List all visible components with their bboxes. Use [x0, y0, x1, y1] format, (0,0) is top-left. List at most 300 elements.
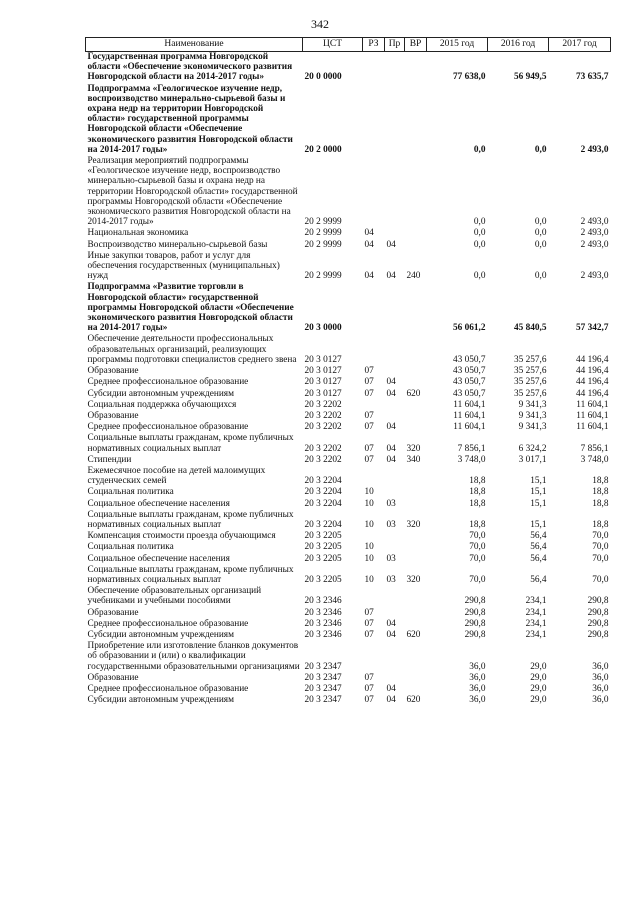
cell-name: Реализация мероприятий подпрограммы «Геологическое изучение недр, воспроизводство минерально-сырьевой базы и охрана недр на территории Новгородской области» государственной программы Новгородской области «Обеспечение экономического развития Новгородской области на 2014-2017 годы» — [87, 156, 298, 228]
cell-name: Образование — [87, 366, 139, 377]
cell-rz: 10 — [364, 553, 374, 564]
cell-vr — [405, 641, 427, 673]
cell-2017: 7 856,1 — [580, 443, 609, 454]
cell-cst: 20 3 2346 — [304, 596, 342, 607]
cell-name: Национальная экономика — [87, 228, 189, 239]
cell-2017: 36,0 — [592, 695, 609, 706]
cell-rz — [363, 466, 385, 487]
cell-cst: 20 3 2346 — [304, 618, 342, 629]
cell-2016: 56,4 — [530, 574, 547, 585]
table-row — [86, 531, 611, 542]
table-row — [86, 422, 611, 433]
cell-2015: 0,0 — [473, 217, 486, 228]
cell-cst: 20 3 2204 — [304, 476, 342, 487]
column-header-name: Наименование — [86, 38, 303, 52]
cell-cst: 20 3 2205 — [304, 531, 342, 542]
cell-2017: 36,0 — [592, 661, 609, 672]
cell-rz: 07 — [364, 366, 374, 377]
cell-2016: 29,0 — [530, 672, 547, 683]
cell-2017: 18,8 — [592, 519, 609, 530]
cell-name: Компенсация стоимости проезда обучающимся — [87, 531, 276, 542]
cell-rz — [363, 586, 385, 607]
cell-name: Социальная поддержка обучающихся — [87, 399, 237, 410]
cell-vr: 320 — [406, 443, 421, 454]
cell-2017: 44 196,4 — [575, 366, 609, 377]
table-row — [86, 411, 611, 422]
cell-2015: 43 050,7 — [452, 388, 486, 399]
cell-2016: 234,1 — [525, 607, 547, 618]
cell-2017: 36,0 — [592, 683, 609, 694]
cell-cst: 20 3 2202 — [304, 454, 342, 465]
cell-2016: 0,0 — [534, 228, 547, 239]
cell-name: Приобретение или изготовление бланков документов об образовании и (или) о квалификации государственными образовательными организациями — [87, 641, 300, 672]
table-row — [86, 389, 611, 400]
table-row — [86, 586, 611, 607]
cell-2016: 35 257,6 — [513, 366, 547, 377]
cell-2015: 0,0 — [473, 228, 486, 239]
cell-2017: 11 604,1 — [576, 399, 609, 410]
cell-2015: 290,8 — [464, 629, 486, 640]
cell-rz: 07 — [364, 618, 374, 629]
cell-2017: 2 493,0 — [580, 271, 609, 282]
cell-cst: 20 0 0000 — [304, 72, 342, 83]
column-header-2015: 2015 год — [427, 38, 488, 52]
table-row — [86, 641, 611, 673]
cell-2015: 36,0 — [469, 661, 486, 672]
cell-name: Среднее профессиональное образование — [87, 422, 249, 433]
cell-name: Социальная политика — [87, 487, 174, 498]
cell-2017: 290,8 — [587, 607, 609, 618]
cell-pr — [385, 366, 405, 377]
cell-rz — [363, 641, 385, 673]
cell-2017: 2 493,0 — [580, 217, 609, 228]
cell-pr — [385, 84, 405, 156]
cell-2016: 35 257,6 — [513, 354, 547, 365]
cell-2015: 43 050,7 — [452, 354, 486, 365]
cell-2016: 15,1 — [530, 476, 547, 487]
table-row — [86, 510, 611, 531]
cell-name: Социальное обеспечение населения — [87, 553, 230, 564]
cell-vr: 620 — [406, 695, 421, 706]
cell-rz: 07 — [364, 422, 374, 433]
cell-2015: 70,0 — [469, 542, 486, 553]
cell-2017: 3 748,0 — [580, 454, 609, 465]
cell-name: Иные закупки товаров, работ и услуг для обеспечения государственных (муниципальных) нужд — [87, 250, 280, 282]
cell-name: Образование — [87, 672, 139, 683]
cell-vr — [405, 586, 427, 607]
cell-2017: 18,8 — [592, 476, 609, 487]
cell-pr — [385, 400, 405, 411]
cell-name: Социальные выплаты гражданам, кроме публичных нормативных социальных выплат — [87, 509, 294, 530]
cell-2016: 9 341,3 — [518, 422, 547, 433]
cell-rz: 07 — [364, 388, 374, 399]
cell-name: Подпрограмма «Геологическое изучение недр, воспроизводство минерально-сырьевой базы и охрана недр на территории Новгородской области» государственной программы Новгородской области «Обеспечение экономического развития Новгородской области на 2014-2017 годы» — [87, 83, 293, 155]
cell-cst: 20 2 9999 — [304, 228, 342, 239]
cell-rz: 04 — [364, 271, 374, 282]
table-row — [86, 499, 611, 510]
cell-vr: 620 — [406, 388, 421, 399]
cell-cst: 20 3 0000 — [304, 323, 342, 334]
cell-2015: 70,0 — [469, 574, 486, 585]
cell-2017: 290,8 — [587, 596, 609, 607]
cell-vr — [405, 52, 427, 84]
cell-vr — [405, 228, 427, 239]
table-row — [86, 400, 611, 411]
cell-vr — [405, 156, 427, 228]
table-row — [86, 282, 611, 334]
cell-2016: 0,0 — [534, 271, 547, 282]
cell-vr — [405, 619, 427, 630]
cell-rz — [363, 400, 385, 411]
cell-pr: 03 — [386, 574, 396, 585]
cell-name: Социальная политика — [87, 542, 174, 553]
cell-pr — [385, 282, 405, 334]
cell-name: Государственная программа Новгородской области «Обеспечение экономического развития Новгородской области на 2014-2017 годы» — [87, 52, 293, 83]
page-number: 342 — [311, 17, 329, 31]
cell-name: Воспроизводство минерально-сырьевой базы — [87, 239, 268, 250]
cell-pr: 03 — [386, 498, 396, 509]
cell-2015: 18,8 — [469, 498, 486, 509]
table-row — [86, 251, 611, 283]
cell-2016: 9 341,3 — [518, 399, 547, 410]
budget-table — [85, 37, 611, 706]
cell-2015: 3 748,0 — [457, 454, 486, 465]
cell-2015: 290,8 — [464, 596, 486, 607]
cell-2016: 9 341,3 — [518, 410, 547, 421]
table-row — [86, 554, 611, 565]
cell-2015: 0,0 — [473, 271, 486, 282]
cell-cst: 20 3 0127 — [304, 388, 342, 399]
cell-name: Стипендии — [87, 454, 132, 465]
cell-2016: 29,0 — [530, 683, 547, 694]
cell-rz — [363, 156, 385, 228]
column-header-rz: РЗ — [363, 38, 385, 52]
cell-vr: 320 — [406, 519, 421, 530]
table-row — [86, 542, 611, 553]
cell-pr — [385, 641, 405, 673]
cell-vr — [405, 334, 427, 366]
cell-rz — [363, 531, 385, 542]
cell-name: Образование — [87, 607, 139, 618]
cell-2016: 0,0 — [534, 144, 547, 155]
cell-rz: 10 — [364, 574, 374, 585]
cell-vr: 240 — [406, 271, 421, 282]
cell-vr: 620 — [406, 629, 421, 640]
cell-rz — [363, 52, 385, 84]
table-row — [86, 673, 611, 684]
cell-2017: 44 196,4 — [575, 388, 609, 399]
table-row — [86, 466, 611, 487]
cell-vr — [405, 366, 427, 377]
cell-vr — [405, 377, 427, 388]
cell-vr — [405, 542, 427, 553]
cell-pr — [385, 52, 405, 84]
cell-vr — [405, 411, 427, 422]
cell-2017: 70,0 — [592, 553, 609, 564]
cell-vr: 340 — [406, 454, 421, 465]
cell-rz: 07 — [364, 377, 374, 388]
cell-2017: 70,0 — [592, 531, 609, 542]
cell-2017: 290,8 — [587, 629, 609, 640]
cell-2017: 11 604,1 — [576, 410, 609, 421]
cell-2015: 56 061,2 — [452, 323, 486, 334]
cell-pr: 04 — [386, 683, 396, 694]
cell-name: Обеспечение образовательных организаций учебниками и учебными пособиями — [87, 586, 262, 607]
cell-2015: 36,0 — [469, 683, 486, 694]
cell-pr: 04 — [386, 388, 396, 399]
cell-name: Обеспечение деятельности профессиональных образовательных организаций, реализующих программы подготовки специалистов среднего звена — [87, 334, 297, 365]
cell-cst: 20 3 2204 — [304, 487, 342, 498]
cell-2017: 2 493,0 — [580, 239, 609, 250]
cell-2016: 56,4 — [530, 531, 547, 542]
cell-2016: 15,1 — [530, 498, 547, 509]
cell-vr: 320 — [406, 574, 421, 585]
table-row — [86, 52, 611, 84]
cell-2016: 3 017,1 — [518, 454, 547, 465]
cell-cst: 20 3 2347 — [304, 672, 342, 683]
cell-2015: 0,0 — [473, 144, 486, 155]
cell-2017: 70,0 — [592, 574, 609, 585]
column-header-cst: ЦСТ — [303, 38, 363, 52]
cell-2017: 57 342,7 — [575, 323, 609, 334]
cell-cst: 20 3 2347 — [304, 683, 342, 694]
cell-pr — [385, 487, 405, 498]
cell-2016: 35 257,6 — [513, 388, 547, 399]
table-row — [86, 608, 611, 619]
table-row — [86, 240, 611, 251]
cell-vr — [405, 422, 427, 433]
table-row — [86, 695, 611, 706]
cell-2015: 70,0 — [469, 531, 486, 542]
cell-rz: 07 — [364, 683, 374, 694]
cell-rz: 10 — [364, 519, 374, 530]
column-header-2017: 2017 год — [549, 38, 611, 52]
cell-vr — [405, 466, 427, 487]
cell-2016: 234,1 — [525, 629, 547, 640]
cell-cst: 20 3 2346 — [304, 607, 342, 618]
table-row — [86, 684, 611, 695]
cell-2016: 29,0 — [530, 661, 547, 672]
cell-2015: 11 604,1 — [453, 399, 486, 410]
cell-name: Субсидии автономным учреждениям — [87, 388, 234, 399]
cell-cst: 20 3 2204 — [304, 519, 342, 530]
cell-2016: 35 257,6 — [513, 377, 547, 388]
cell-pr — [385, 586, 405, 607]
cell-name: Социальные выплаты гражданам, кроме публичных нормативных социальных выплат — [87, 564, 294, 585]
cell-rz: 07 — [364, 672, 374, 683]
cell-pr — [385, 156, 405, 228]
cell-cst: 20 3 0127 — [304, 377, 342, 388]
cell-cst: 20 3 2202 — [304, 410, 342, 421]
cell-2017: 2 493,0 — [580, 228, 609, 239]
cell-2015: 290,8 — [464, 607, 486, 618]
cell-2015: 290,8 — [464, 618, 486, 629]
cell-vr — [405, 608, 427, 619]
cell-cst: 20 3 0127 — [304, 354, 342, 365]
cell-pr: 04 — [386, 377, 396, 388]
column-header-2016: 2016 год — [488, 38, 549, 52]
cell-cst: 20 3 2347 — [304, 661, 342, 672]
cell-2016: 45 840,5 — [513, 323, 547, 334]
cell-2015: 18,8 — [469, 476, 486, 487]
cell-cst: 20 3 2347 — [304, 695, 342, 706]
cell-name: Субсидии автономным учреждениям — [87, 695, 234, 706]
cell-pr: 04 — [386, 422, 396, 433]
cell-2015: 11 604,1 — [453, 422, 486, 433]
cell-pr — [385, 334, 405, 366]
cell-pr: 04 — [386, 239, 396, 250]
cell-2016: 56,4 — [530, 542, 547, 553]
cell-name: Подпрограмма «Развитие торговли в Новгородской области» государственной программы Новгородской области «Обеспечение экономического развития Новгородской области на 2014-2017 годы» — [87, 282, 294, 334]
table-row — [86, 334, 611, 366]
cell-vr — [405, 240, 427, 251]
cell-rz: 07 — [364, 443, 374, 454]
cell-pr — [385, 466, 405, 487]
cell-cst: 20 3 2202 — [304, 422, 342, 433]
cell-pr — [385, 608, 405, 619]
cell-rz: 10 — [364, 487, 374, 498]
cell-name: Среднее профессиональное образование — [87, 683, 249, 694]
cell-2017: 290,8 — [587, 618, 609, 629]
cell-pr — [385, 411, 405, 422]
cell-2015: 18,8 — [469, 487, 486, 498]
cell-2017: 36,0 — [592, 672, 609, 683]
cell-vr — [405, 673, 427, 684]
cell-pr: 04 — [386, 454, 396, 465]
cell-rz: 07 — [364, 695, 374, 706]
cell-pr: 04 — [386, 618, 396, 629]
cell-2016: 234,1 — [525, 618, 547, 629]
table-body — [86, 52, 611, 707]
cell-name: Ежемесячное пособие на детей малоимущих студенческих семей — [87, 465, 266, 487]
cell-pr: 04 — [386, 271, 396, 282]
cell-cst: 20 3 2204 — [304, 498, 342, 509]
cell-pr: 04 — [386, 443, 396, 454]
cell-cst: 20 3 2205 — [304, 553, 342, 564]
cell-2017: 2 493,0 — [580, 144, 609, 155]
cell-rz: 04 — [364, 239, 374, 250]
table-row — [86, 156, 611, 228]
cell-vr — [405, 282, 427, 334]
table-row — [86, 377, 611, 388]
cell-rz — [363, 334, 385, 366]
cell-rz: 10 — [364, 542, 374, 553]
table-row — [86, 228, 611, 239]
cell-2015: 36,0 — [469, 695, 486, 706]
cell-vr — [405, 499, 427, 510]
cell-vr — [405, 400, 427, 411]
cell-name: Социальные выплаты гражданам, кроме публичных нормативных социальных выплат — [87, 433, 294, 454]
cell-name: Среднее профессиональное образование — [87, 377, 249, 388]
cell-rz: 07 — [364, 607, 374, 618]
cell-cst: 20 2 0000 — [304, 144, 342, 155]
table-row — [86, 565, 611, 586]
table-row — [86, 366, 611, 377]
cell-2016: 0,0 — [534, 239, 547, 250]
cell-cst: 20 3 2205 — [304, 542, 342, 553]
cell-2017: 18,8 — [592, 498, 609, 509]
cell-name: Социальное обеспечение населения — [87, 498, 230, 509]
cell-cst: 20 3 2202 — [304, 399, 342, 410]
cell-2015: 36,0 — [469, 672, 486, 683]
cell-2016: 56 949,5 — [513, 72, 547, 83]
table-row — [86, 487, 611, 498]
cell-2017: 44 196,4 — [575, 377, 609, 388]
cell-2016: 15,1 — [530, 519, 547, 530]
cell-2015: 11 604,1 — [453, 410, 486, 421]
cell-pr — [385, 531, 405, 542]
table-row — [86, 455, 611, 466]
cell-2016: 15,1 — [530, 487, 547, 498]
cell-2015: 7 856,1 — [457, 443, 486, 454]
cell-cst: 20 3 2346 — [304, 629, 342, 640]
cell-2016: 234,1 — [525, 596, 547, 607]
cell-2017: 73 635,7 — [575, 72, 609, 83]
cell-rz — [363, 84, 385, 156]
cell-2017: 18,8 — [592, 487, 609, 498]
table-row — [86, 433, 611, 454]
cell-pr: 03 — [386, 519, 396, 530]
cell-pr: 03 — [386, 553, 396, 564]
cell-vr — [405, 531, 427, 542]
cell-vr — [405, 487, 427, 498]
cell-cst: 20 2 9999 — [304, 239, 342, 250]
cell-cst: 20 3 2202 — [304, 443, 342, 454]
cell-pr — [385, 228, 405, 239]
cell-name: Среднее профессиональное образование — [87, 618, 249, 629]
cell-rz — [363, 282, 385, 334]
cell-vr — [405, 84, 427, 156]
cell-2015: 70,0 — [469, 553, 486, 564]
cell-2016: 6 324,2 — [518, 443, 547, 454]
cell-2017: 11 604,1 — [576, 422, 609, 433]
cell-rz: 07 — [364, 410, 374, 421]
column-header-pr: Пр — [385, 38, 405, 52]
column-header-vr: ВР — [405, 38, 427, 52]
cell-rz: 04 — [364, 228, 374, 239]
cell-2015: 18,8 — [469, 519, 486, 530]
cell-2017: 44 196,4 — [575, 354, 609, 365]
cell-2016: 56,4 — [530, 553, 547, 564]
cell-pr: 04 — [386, 629, 396, 640]
cell-rz: 07 — [364, 629, 374, 640]
cell-pr — [385, 542, 405, 553]
cell-2016: 29,0 — [530, 695, 547, 706]
cell-vr — [405, 554, 427, 565]
cell-cst: 20 3 0127 — [304, 366, 342, 377]
table-row — [86, 630, 611, 641]
table-row — [86, 84, 611, 156]
cell-2015: 43 050,7 — [452, 377, 486, 388]
cell-cst: 20 2 9999 — [304, 271, 342, 282]
cell-rz: 10 — [364, 498, 374, 509]
cell-name: Субсидии автономным учреждениям — [87, 629, 234, 640]
cell-cst: 20 2 9999 — [304, 217, 342, 228]
table-row — [86, 619, 611, 630]
cell-rz: 07 — [364, 454, 374, 465]
cell-cst: 20 3 2205 — [304, 574, 342, 585]
cell-pr — [385, 673, 405, 684]
cell-pr: 04 — [386, 695, 396, 706]
cell-2015: 77 638,0 — [452, 72, 486, 83]
cell-2017: 70,0 — [592, 542, 609, 553]
cell-2015: 0,0 — [473, 239, 486, 250]
cell-2015: 43 050,7 — [452, 366, 486, 377]
table-header-row — [86, 38, 611, 52]
cell-name: Образование — [87, 410, 139, 421]
cell-2016: 0,0 — [534, 217, 547, 228]
cell-vr — [405, 684, 427, 695]
